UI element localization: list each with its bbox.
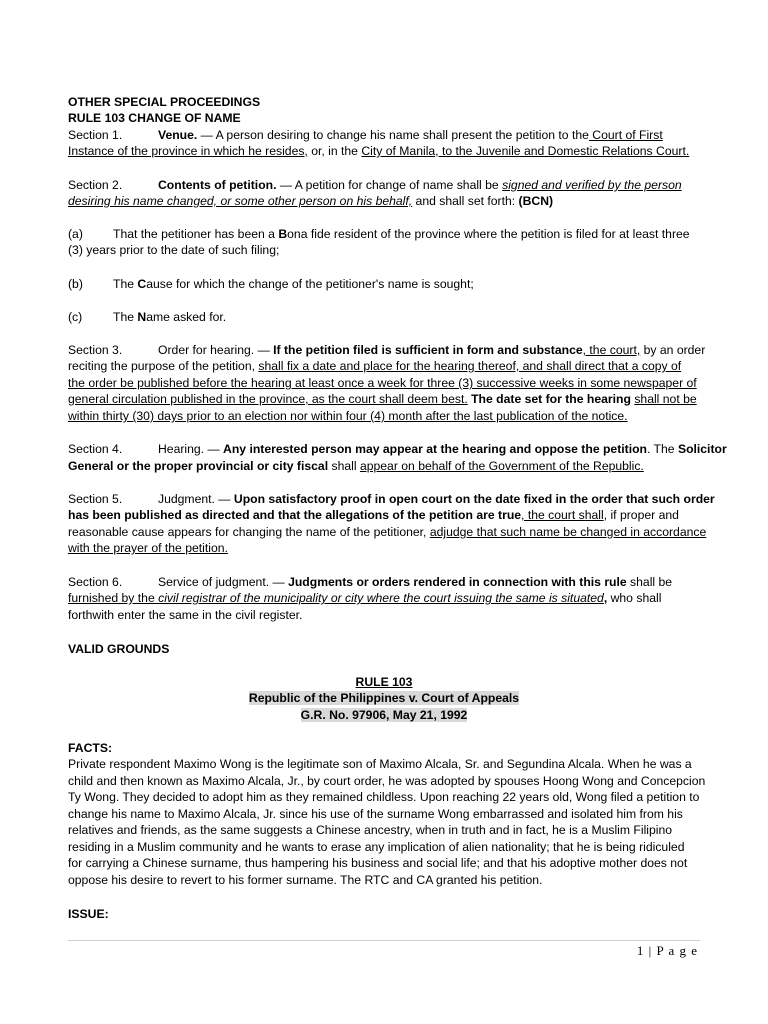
- facts-line-2: child and then known as Maximo Alcala, Jr., by court order, he was adopted by spouses Hoong Wong and Concepcion: [68, 774, 706, 788]
- section-3-text-line2: reciting the purpose of the petition, shall fix a date and place for the hearing thereof, and shall direct that a copy of: [68, 359, 682, 373]
- facts-line-5: relatives and friends, as the same suggests a Chinese ancestry, when in truth and in fact, he is a Muslim Filipino: [68, 823, 673, 837]
- facts-line-4: change his name to Maximo Alcala, Jr. since his use of the surname Wong embarrassed and isolated him from his: [68, 807, 683, 821]
- section-2-text-line2: desiring his name changed, or some other person on his behalf, and shall set forth: (BCN): [68, 194, 554, 208]
- section-3-number: Section 3.: [68, 343, 123, 357]
- section-2-text: Contents of petition. — A petition for change of name shall be signed and verified by the person: [158, 178, 682, 192]
- facts-line-3: Ty Wong. They decided to adopt him as they remained childless. Upon reaching 22 years old, Wong filed a petition to: [68, 790, 700, 804]
- section-6-text: Service of judgment. — Judgments or orders rendered in connection with this rule shall be: [158, 575, 673, 589]
- item-b-label: (b): [68, 277, 83, 291]
- item-c-text: The Name asked for.: [113, 310, 227, 324]
- section-1-number: Section 1.: [68, 128, 123, 142]
- section-1-text-line2: Instance of the province in which he resides, or, in the City of Manila, to the Juvenile and Domestic Relations Court.: [68, 144, 690, 158]
- section-6-text-line3: forthwith enter the same in the civil register.: [68, 608, 303, 622]
- section-3-text: Order for hearing. — If the petition filed is sufficient in form and substance, the court, by an order: [158, 343, 706, 357]
- item-a-text-line2: (3) years prior to the date of such filing;: [68, 243, 280, 257]
- document-title: OTHER SPECIAL PROCEEDINGS: [68, 95, 261, 109]
- item-a-text: That the petitioner has been a Bona fide resident of the province where the petition is filed for at least three: [113, 227, 690, 241]
- section-5-text-line4: with the prayer of the petition.: [68, 541, 228, 555]
- item-b-text: The Cause for which the change of the petitioner's name is sought;: [113, 277, 474, 291]
- issue-heading: ISSUE:: [68, 907, 109, 921]
- section-3-text-line4: general circulation published in the province, as the court shall deem best. The date set for the hearing shall not be: [68, 392, 697, 406]
- case-rule-heading: RULE 103: [355, 675, 413, 689]
- item-c-label: (c): [68, 310, 83, 324]
- footer-divider: [68, 940, 700, 941]
- facts-line-8: oppose his desire to revert to his former surname. The RTC and CA granted his petition.: [68, 873, 543, 887]
- facts-line-1: Private respondent Maximo Wong is the legitimate son of Maximo Alcala, Sr. and Segundina Alcala. When he was a: [68, 757, 692, 771]
- case-gr-number: G.R. No. 97906, May 21, 1992: [300, 708, 468, 722]
- section-5-text-line3: reasonable cause appears for changing the name of the petitioner, adjudge that such name be changed in accordance: [68, 525, 707, 539]
- facts-line-6: residing in a Muslim community and he wants to erase any implication of alien nationality; that he is being ridiculed: [68, 840, 685, 854]
- facts-line-7: for carrying a Chinese surname, thus hampering his business and social life; and that his adoptive mother does not: [68, 856, 688, 870]
- valid-grounds-heading: VALID GROUNDS: [68, 642, 170, 656]
- section-4-text-line2: General or the proper provincial or city fiscal shall appear on behalf of the Government of the Republic.: [68, 459, 644, 473]
- section-2-number: Section 2.: [68, 178, 123, 192]
- rule-heading: RULE 103 CHANGE OF NAME: [68, 111, 241, 125]
- item-a-label: (a): [68, 227, 83, 241]
- section-1-text: Venue. — A person desiring to change his name shall present the petition to the Court of First: [158, 128, 663, 142]
- section-5-number: Section 5.: [68, 492, 123, 506]
- case-title: Republic of the Philippines v. Court of Appeals: [248, 691, 520, 705]
- section-3-text-line3: the order be published before the hearing at least once a week for three (3) successive weeks in some newspaper of: [68, 376, 697, 390]
- section-6-text-line2: furnished by the civil registrar of the municipality or city where the court issuing the same is situated, who shall: [68, 591, 662, 605]
- facts-heading: FACTS:: [68, 741, 113, 755]
- section-4-number: Section 4.: [68, 442, 123, 456]
- section-5-text: Judgment. — Upon satisfactory proof in open court on the date fixed in the order that such order: [158, 492, 715, 506]
- section-4-text: Hearing. — Any interested person may appear at the hearing and oppose the petition. The Solicitor: [158, 442, 727, 456]
- section-5-text-line2: has been published as directed and that the allegations of the petition are true, the court shall, if proper and: [68, 508, 679, 522]
- section-3-text-line5: within thirty (30) days prior to an election nor within four (4) month after the last publication of the notice.: [68, 409, 628, 423]
- section-6-number: Section 6.: [68, 575, 123, 589]
- page-number: 1 | P a g e: [636, 943, 698, 958]
